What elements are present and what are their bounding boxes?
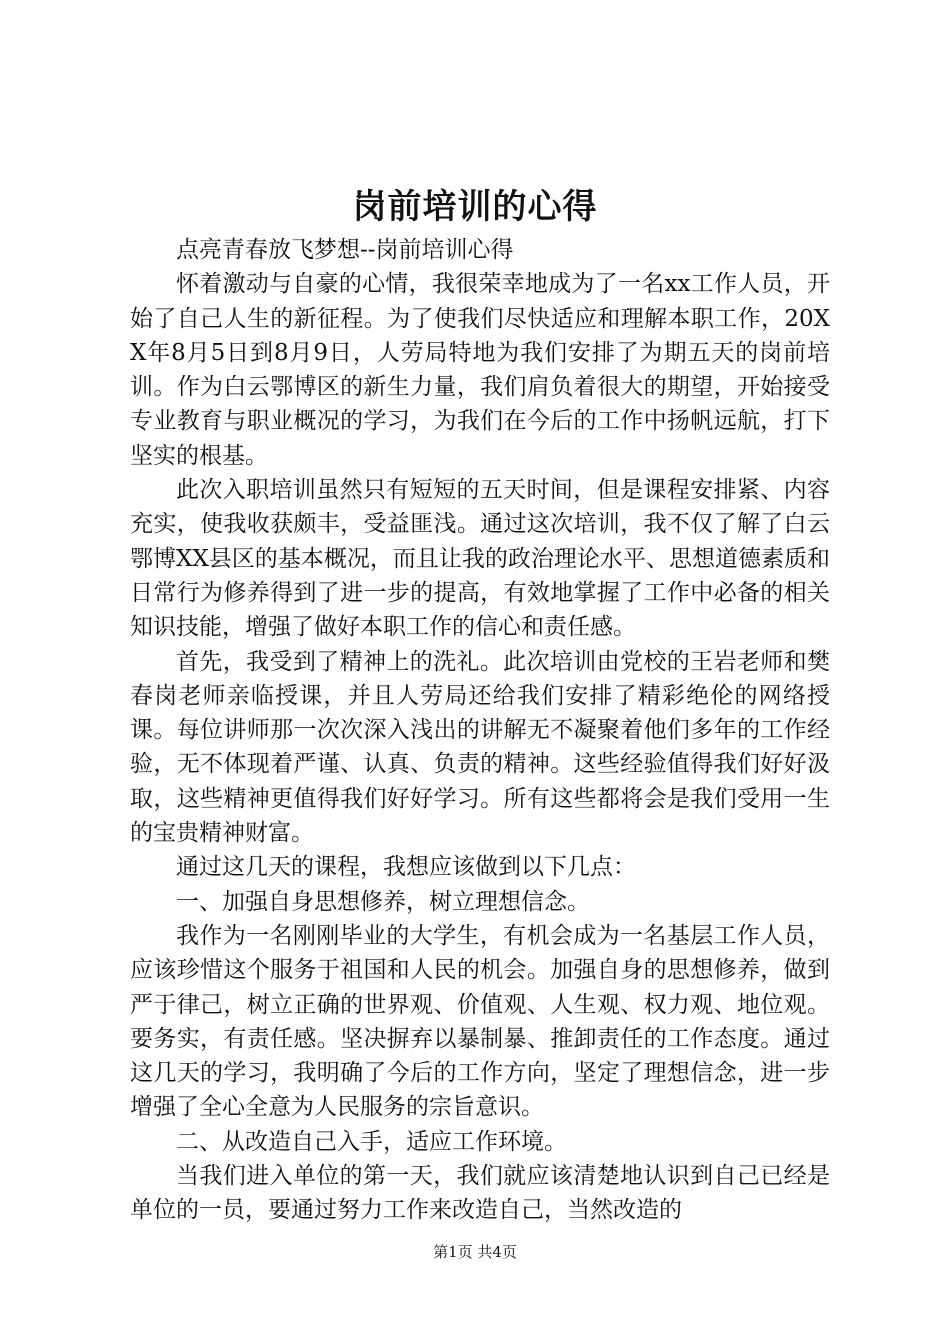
body-paragraph: 首先，我受到了精神上的洗礼。此次培训由党校的王岩老师和樊春岗老师亲临授课，并且人劳局还给我们安排了精彩绝伦的网络授课。每位讲师那一次次深入浅出的讲解无不凝聚着他们多年的工作经验，无不体现着严谨、认真、负责的精神。这些经验值得我们好好汲取，这些精神更值得我们好好学习。所有这些都将会是我们受用一生的宝贵精神财富。 <box>130 648 830 847</box>
body-paragraph: 通过这几天的课程，我想应该做到以下几点： <box>176 854 636 881</box>
body-paragraph: 此次入职培训虽然只有短短的五天时间，但是课程安排紧、内容充实，使我收获颇丰，受益匪浅。通过这次培训，我不仅了解了白云鄂博XX县区的基本概况，而且让我的政治理论水平、思想道德素质和日常行为修养得到了进一步的提高，有效地掌握了工作中必备的相关知识技能，增强了做好本职工作的信心和责任感。 <box>130 477 830 641</box>
section-heading: 一、加强自身思想修养，树立理想信念。 <box>176 888 590 915</box>
page-number-footer: 第1页 共4页 <box>433 1243 517 1261</box>
body-paragraph: 当我们进入单位的第一天，我们就应该清楚地认识到自己已经是单位的一员，要通过努力工作来改造自己，当然改造的 <box>130 1163 830 1224</box>
document-body <box>130 233 830 1228</box>
body-paragraph: 怀着激动与自豪的心情，我很荣幸地成为了一名xx工作人员，开始了自己人生的新征程。为了使我们尽快适应和理解本职工作，20XX年8月5日到8月9日，人劳局特地为我们安排了为期五天的岗前培训。作为白云鄂博区的新生力量，我们肩负着很大的期望，开始接受专业教育与职业概况的学习，为我们在今后的工作中扬帆远航，打下坚实的根基。 <box>130 271 830 469</box>
subtitle-line: 点亮青春放飞梦想--岗前培训心得 <box>176 237 514 263</box>
document-title: 岗前培训的心得 <box>352 187 598 227</box>
section-heading: 二、从改造自己入手，适应工作环境。 <box>176 1128 567 1155</box>
body-paragraph: 我作为一名刚刚毕业的大学生，有机会成为一名基层工作人员，应该珍惜这个服务于祖国和人民的机会。加强自身的思想修养，做到严于律己，树立正确的世界观、价值观、人生观、权力观、地位观。要务实，有责任感。坚决摒弃以暴制暴、推卸责任的工作态度。通过这几天的学习，我明确了今后的工作方向，坚定了理想信念，进一步增强了全心全意为人民服务的宗旨意识。 <box>130 922 830 1121</box>
